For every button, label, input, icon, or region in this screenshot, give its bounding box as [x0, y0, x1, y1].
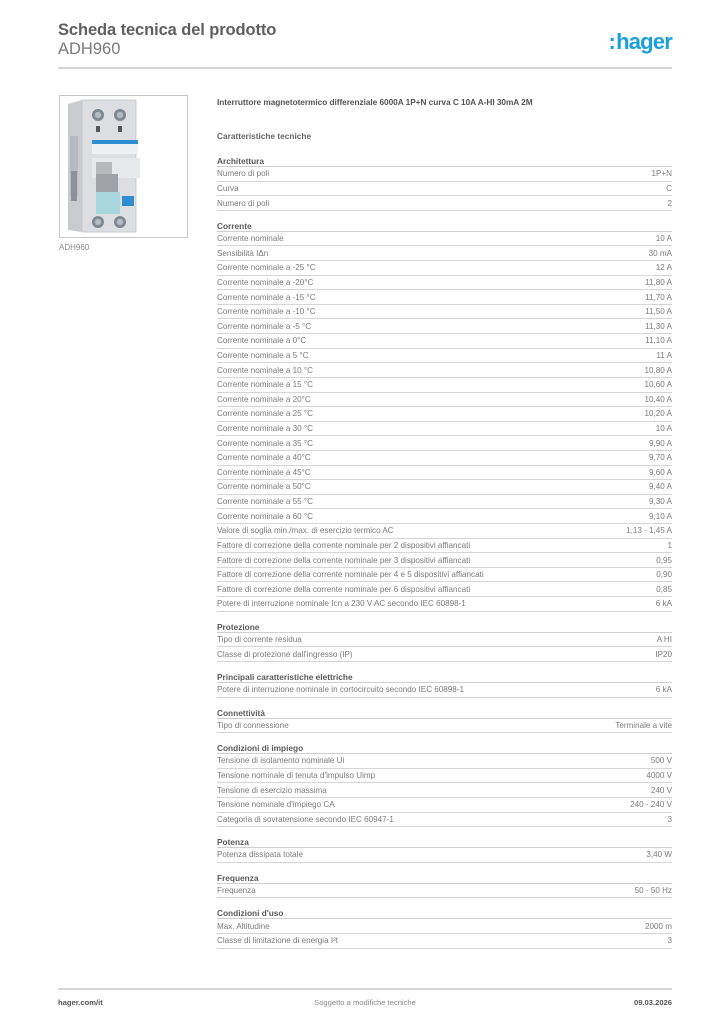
spec-label: Corrente nominale a -25 °C [217, 263, 316, 273]
spec-label: Corrente nominale a 20°C [217, 394, 311, 404]
spec-value: 1,13 - 1,45 A [626, 526, 672, 536]
spec-value: 2 [667, 198, 672, 208]
spec-row [217, 919, 672, 934]
spec-row [217, 393, 672, 408]
spec-label: Curva [217, 183, 239, 193]
spec-row [217, 480, 672, 495]
footer-disclaimer: Soggetto a modifiche tecniche [314, 998, 416, 1007]
spec-row [217, 182, 672, 197]
spec-value: 9,10 A [649, 511, 672, 521]
footer-divider [58, 988, 672, 990]
spec-value: 9,60 A [649, 467, 672, 477]
product-code: ADH960 [58, 40, 121, 58]
spec-row [217, 783, 672, 798]
spec-section [217, 908, 672, 948]
footer-website-link[interactable]: hager.com/it [58, 998, 103, 1007]
spec-value: 0,85 [656, 584, 672, 594]
spec-value: 9,70 A [649, 453, 672, 463]
spec-value: 1P+N [651, 169, 672, 179]
logo-text: hager [616, 29, 672, 54]
spec-value: 11 A [656, 351, 672, 360]
spec-row [217, 167, 672, 182]
spec-value: C [666, 183, 672, 193]
document-footer [58, 998, 672, 1010]
spec-label: Corrente nominale a -5 °C [217, 321, 312, 331]
spec-value: 3 [667, 936, 672, 946]
spec-label: Tensione di isolamento nominale Ui [217, 756, 345, 766]
document-header [58, 20, 672, 58]
spec-label: Fattore di correzione della corrente nominale per 6 dispositivi affiancati [217, 584, 471, 594]
spec-row [217, 848, 672, 863]
spec-row [217, 349, 672, 364]
spec-value: 9,30 A [649, 497, 672, 507]
spec-label: Corrente nominale a 60 °C [217, 511, 313, 521]
hager-logo [609, 30, 672, 54]
spec-label: Classe di limitazione di energia I²t [217, 936, 339, 946]
spec-row [217, 798, 672, 813]
spec-row [217, 422, 672, 437]
spec-value: 11,10 A [645, 336, 672, 346]
spec-value: 11,30 A [645, 321, 672, 331]
document-title: Scheda tecnica del prodotto [58, 21, 277, 39]
spec-section [217, 873, 672, 899]
spec-row [217, 524, 672, 539]
spec-value: IP20 [655, 649, 672, 659]
spec-row [217, 196, 672, 211]
spec-value: 4000 V [646, 771, 672, 781]
section-title: Connettività [217, 708, 672, 719]
spec-row [217, 539, 672, 554]
spec-label: Corrente nominale a 15 °C [217, 380, 313, 390]
spec-section [217, 156, 672, 211]
section-title: Architettura [217, 156, 672, 167]
spec-value: A HI [656, 634, 672, 644]
spec-row [217, 276, 672, 291]
header-divider [58, 67, 672, 69]
spec-label: Tensione nominale di tenuta d'impulso Uimp [217, 771, 376, 781]
spec-label: Corrente nominale a 40°C [217, 453, 311, 463]
spec-value: 30 mA [648, 248, 672, 258]
logo-colon-icon: : [608, 29, 616, 54]
spec-row [217, 597, 672, 612]
spec-row [217, 334, 672, 349]
spec-label: Corrente nominale a -20°C [217, 277, 314, 287]
spec-label: Numero di poli [217, 198, 270, 208]
section-title: Potenza [217, 837, 672, 848]
spec-label: Corrente nominale a 0°C [217, 336, 307, 346]
spec-row [217, 683, 672, 698]
spec-row [217, 754, 672, 769]
spec-label: Corrente nominale a -10 °C [217, 307, 316, 317]
section-title: Corrente [217, 221, 672, 232]
spec-label: Categoria di sovratensione secondo IEC 60947-1 [217, 814, 394, 824]
spec-label: Potenza dissipata totale [217, 850, 303, 860]
spec-row [217, 633, 672, 648]
spec-row [217, 719, 672, 734]
spec-row [217, 509, 672, 524]
spec-row [217, 466, 672, 481]
spec-value: 10,60 A [644, 380, 672, 390]
spec-label: Corrente nominale [217, 234, 284, 244]
spec-label: Corrente nominale a 5 °C [217, 351, 309, 360]
spec-label: Corrente nominale a 55 °C [217, 497, 313, 507]
spec-label: Corrente nominale a 25 °C [217, 409, 313, 419]
spec-label: Valore di soglia min./max. di esercizio termico AC [217, 526, 394, 536]
spec-value: 12 A [655, 263, 672, 273]
spec-row [217, 451, 672, 466]
spec-label: Corrente nominale a 50°C [217, 482, 311, 492]
spec-value: 6 kA [655, 599, 672, 609]
spec-value: 0,95 [656, 555, 672, 565]
spec-row [217, 769, 672, 784]
spec-sections [217, 156, 672, 949]
spec-heading: Caratteristiche tecniche [217, 131, 312, 141]
spec-row [217, 934, 672, 949]
spec-value: 500 V [650, 756, 672, 766]
spec-value: 1 [667, 540, 672, 550]
spec-section [217, 743, 672, 827]
spec-value: 6 kA [655, 685, 672, 695]
spec-row [217, 363, 672, 378]
spec-row [217, 246, 672, 261]
spec-value: Terminale a vite [615, 720, 672, 730]
spec-label: Tipo di connessione [217, 720, 289, 730]
spec-label: Fattore di correzione della corrente nominale per 2 dispositivi affiancati [217, 540, 471, 550]
spec-row [217, 261, 672, 276]
spec-label: Corrente nominale a -15 °C [217, 292, 316, 302]
image-caption: ADH960 [59, 243, 90, 252]
footer-date: 09.03.2026 [633, 998, 672, 1007]
circuit-breaker-icon [60, 96, 187, 237]
spec-row [217, 884, 672, 899]
spec-row [217, 553, 672, 568]
spec-row [217, 232, 672, 247]
spec-label: Corrente nominale a 35 °C [217, 438, 313, 448]
spec-value: 9,40 A [649, 482, 672, 492]
spec-label: Tipo di corrente residua [217, 634, 302, 644]
spec-label: Max. Altitudine [217, 921, 270, 931]
spec-value: 9,90 A [649, 438, 672, 448]
product-image [59, 95, 188, 238]
spec-row [217, 407, 672, 422]
spec-section [217, 708, 672, 734]
spec-value: 3 [667, 814, 672, 824]
spec-value: 10,20 A [644, 409, 672, 419]
spec-row [217, 305, 672, 320]
spec-label: Tensione nominale d'impiego CA [217, 800, 335, 810]
spec-value: 11,80 A [645, 277, 672, 287]
spec-value: 10,80 A [644, 365, 672, 375]
spec-section [217, 837, 672, 863]
spec-value: 11,70 A [645, 292, 672, 302]
spec-label: Frequenza [217, 886, 256, 896]
spec-value: 50 - 50 Hz [634, 886, 672, 896]
spec-value: 0,90 [656, 570, 672, 580]
spec-row [217, 647, 672, 662]
spec-row [217, 813, 672, 828]
spec-label: Tensione di esercizio massima [217, 785, 327, 795]
spec-section [217, 622, 672, 662]
spec-label: Corrente nominale a 10 °C [217, 365, 313, 375]
spec-content [217, 96, 672, 949]
spec-value: 3,40 W [646, 850, 672, 860]
spec-label: Numero di poli [217, 169, 270, 179]
section-title: Protezione [217, 622, 672, 633]
spec-label: Potere di interruzione nominale in cortocircuito secondo IEC 60898-1 [217, 685, 464, 695]
spec-label: Corrente nominale a 45°C [217, 467, 311, 477]
spec-value: 2000 m [645, 921, 672, 931]
spec-section [217, 221, 672, 612]
section-title: Principali caratteristiche elettriche [217, 672, 672, 683]
spec-value: 11,50 A [645, 307, 672, 317]
spec-row [217, 436, 672, 451]
section-title: Frequenza [217, 873, 672, 884]
spec-row [217, 582, 672, 597]
spec-label: Classe di protezione dall'ingresso (IP) [217, 649, 353, 659]
spec-value: 10 A [655, 424, 672, 434]
spec-row [217, 568, 672, 583]
product-description: Interruttore magnetotermico differenziale 6000A 1P+N curva C 10A A-HI 30mA 2M [217, 97, 533, 107]
spec-value: 10,40 A [644, 394, 672, 404]
spec-label: Corrente nominale a 30 °C [217, 424, 313, 434]
section-title: Condizioni di impiego [217, 743, 672, 754]
spec-label: Fattore di correzione della corrente nominale per 4 e 5 dispositivi affiancati [217, 570, 484, 580]
section-title: Condizioni d'uso [217, 908, 672, 919]
spec-value: 240 - 240 V [630, 800, 672, 810]
spec-label: Sensibilità IΔn [217, 248, 269, 258]
spec-label: Potere di interruzione nominale Icn a 230 V AC secondo IEC 60898-1 [217, 599, 466, 609]
spec-row [217, 319, 672, 334]
spec-row [217, 290, 672, 305]
spec-value: 240 V [650, 785, 672, 795]
spec-section [217, 672, 672, 698]
spec-value: 10 A [655, 234, 672, 244]
spec-row [217, 495, 672, 510]
spec-label: Fattore di correzione della corrente nominale per 3 dispositivi affiancati [217, 555, 471, 565]
spec-row [217, 378, 672, 393]
